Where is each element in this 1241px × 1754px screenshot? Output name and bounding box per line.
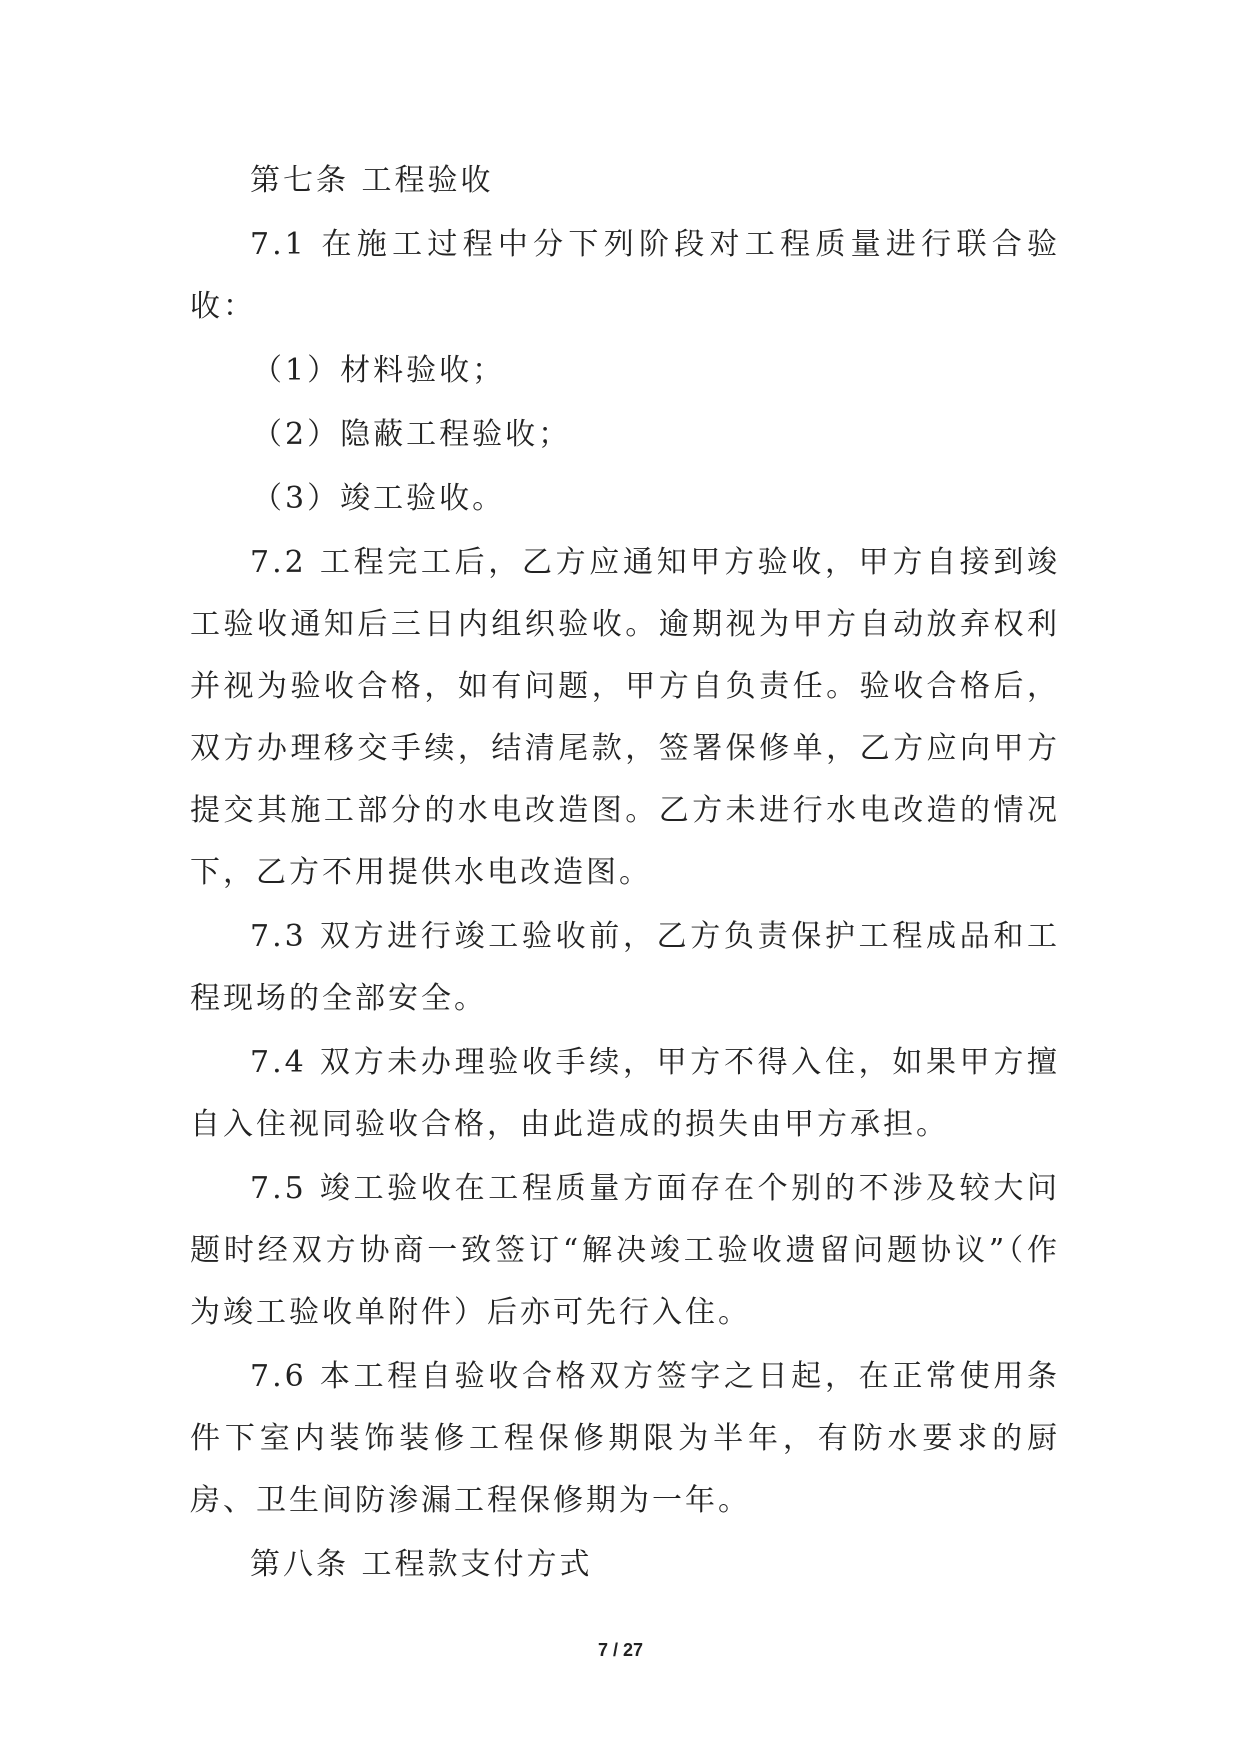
list-item: （2）隐蔽工程验收； <box>252 417 572 452</box>
list-item: （3）竣工验收。 <box>252 481 506 516</box>
document-body <box>190 150 1060 1598</box>
section-heading-8: 第八条 工程款支付方式 <box>250 1547 593 1582</box>
clause-7-2: 7.2 工程完工后，乙方应通知甲方验收，甲方自接到竣工验收通知后三日内组织验收。逾期视为甲方自动放弃权利并视为验收合格，如有问题，甲方自负责任。验收合格后，双方办理移交手续，结清尾款，签署保修单，乙方应向甲方提交其施工部分的水电改造图。乙方未进行水电改造的情况下，乙方不用提供水电改造图。 <box>190 545 1060 890</box>
list-item: （1）材料验收； <box>252 353 506 388</box>
section-heading-7: 第七条 工程验收 <box>250 163 494 198</box>
clause-7-4: 7.4 双方未办理验收手续，甲方不得入住，如果甲方擅自入住视同验收合格，由此造成的损失由甲方承担。 <box>190 1045 1060 1142</box>
clause-7-5: 7.5 竣工验收在工程质量方面存在个别的不涉及较大问题时经双方协商一致签订“解决竣工验收遗留问题协议”（作为竣工验收单附件）后亦可先行入住。 <box>190 1171 1060 1330</box>
clause-7-1: 7.1 在施工过程中分下列阶段对工程质量进行联合验收： <box>190 227 1060 324</box>
page-number: 7 / 27 <box>597 1640 644 1660</box>
clause-7-6: 7.6 本工程自验收合格双方签字之日起，在正常使用条件下室内装饰装修工程保修期限为半年，有防水要求的厨房、卫生间防渗漏工程保修期为一年。 <box>190 1359 1060 1518</box>
clause-7-3: 7.3 双方进行竣工验收前，乙方负责保护工程成品和工程现场的全部安全。 <box>190 919 1060 1016</box>
